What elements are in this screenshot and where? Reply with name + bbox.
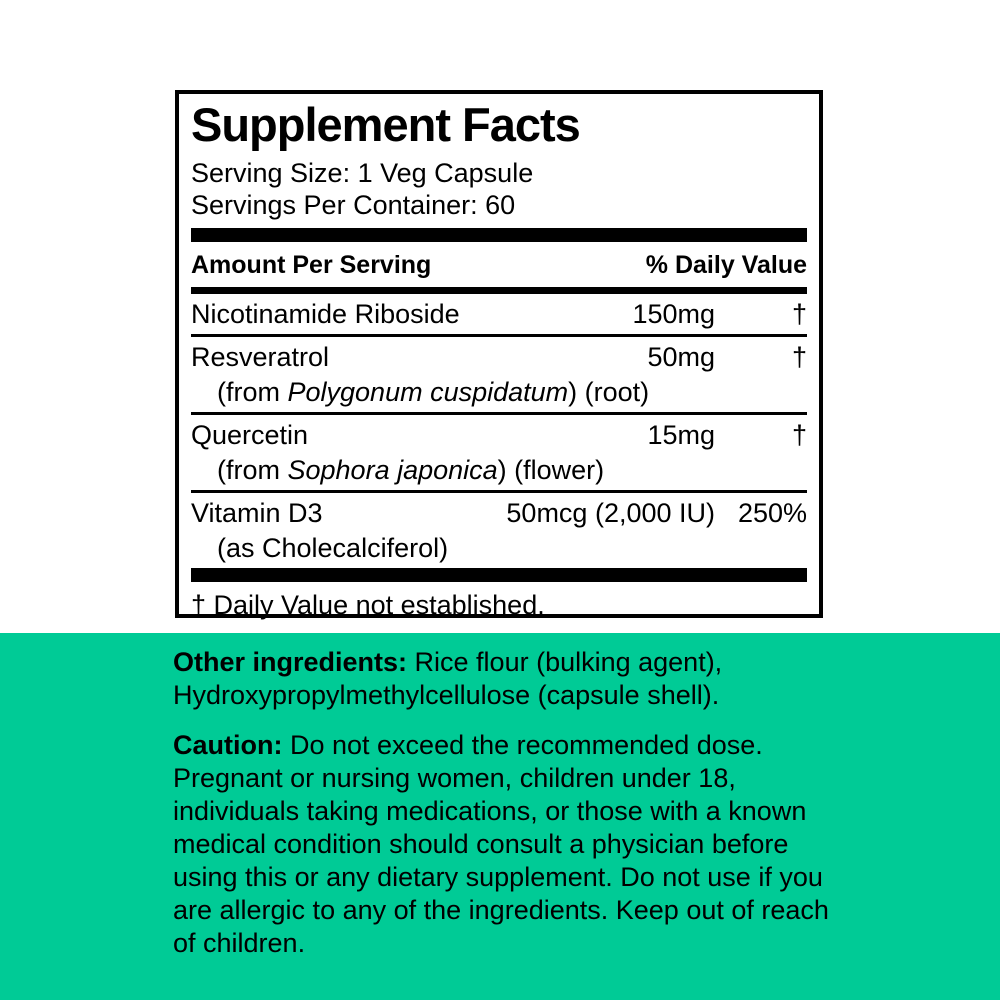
- nutrient-amount: 50mg: [647, 341, 715, 372]
- caution-text: Do not exceed the recommended dose. Pregnant or nursing women, children under 18, individuals taking medications, or those with a known medical condition should consult a physician before using this or any dietary supplement. Do not use if you are allergic to any of the ingredients. Keep out of reach of children.: [173, 730, 829, 958]
- nutrient-name: Nicotinamide Riboside: [191, 298, 460, 329]
- source-suffix: ) (flower): [497, 454, 605, 485]
- source-prefix: (from: [217, 376, 288, 407]
- divider-thick-bottom: [191, 568, 807, 582]
- caution-paragraph: [173, 729, 838, 960]
- caution-label: Caution:: [173, 730, 283, 760]
- source-latin-name: Polygonum cuspidatum: [287, 376, 569, 407]
- nutrient-row: [191, 493, 807, 568]
- daily-value-footnote: † Daily Value not established.: [191, 589, 545, 620]
- amount-per-serving-label: Amount Per Serving: [191, 250, 432, 279]
- nutrient-dv: †: [791, 298, 807, 329]
- table-header: [191, 242, 807, 287]
- other-ingredients-paragraph: [173, 646, 838, 712]
- nutrient-source: [191, 377, 807, 412]
- panel-title: Supplement Facts: [191, 98, 580, 151]
- other-ingredients-text: Rice flour (bulking agent), Hydroxypropylmethylcellulose (capsule shell).: [173, 647, 723, 710]
- daily-value-label: % Daily Value: [645, 250, 807, 279]
- nutrient-name: Vitamin D3: [191, 497, 323, 528]
- source-prefix: (from: [217, 454, 288, 485]
- nutrient-source: [191, 533, 807, 568]
- serving-size: Serving Size: 1 Veg Capsule: [191, 157, 534, 188]
- source-latin-name: Sophora japonica: [287, 454, 498, 485]
- header-rule: [191, 287, 807, 294]
- nutrient-row: [191, 337, 807, 412]
- other-ingredients-label: Other ingredients:: [173, 647, 408, 677]
- nutrient-name: Resveratrol: [191, 341, 330, 372]
- nutrient-row: [191, 294, 807, 334]
- green-info-section: [0, 633, 1000, 1000]
- nutrient-row: [191, 415, 807, 490]
- servings-per-container: Servings Per Container: 60: [191, 189, 516, 220]
- nutrient-amount: 15mg: [647, 419, 715, 450]
- source-suffix: ) (root): [568, 376, 650, 407]
- nutrient-amount: 150mg: [632, 298, 715, 329]
- nutrient-dv: †: [791, 341, 807, 372]
- nutrient-dv: †: [791, 419, 807, 450]
- source-prefix: (as Cholecalciferol): [217, 532, 449, 563]
- supplement-facts-panel: [175, 90, 823, 618]
- nutrient-amount: 50mcg (2,000 IU): [506, 497, 715, 528]
- nutrient-dv: 250%: [737, 497, 807, 528]
- divider-thick-top: [191, 228, 807, 242]
- nutrient-name: Quercetin: [191, 419, 309, 450]
- nutrient-source: [191, 455, 807, 490]
